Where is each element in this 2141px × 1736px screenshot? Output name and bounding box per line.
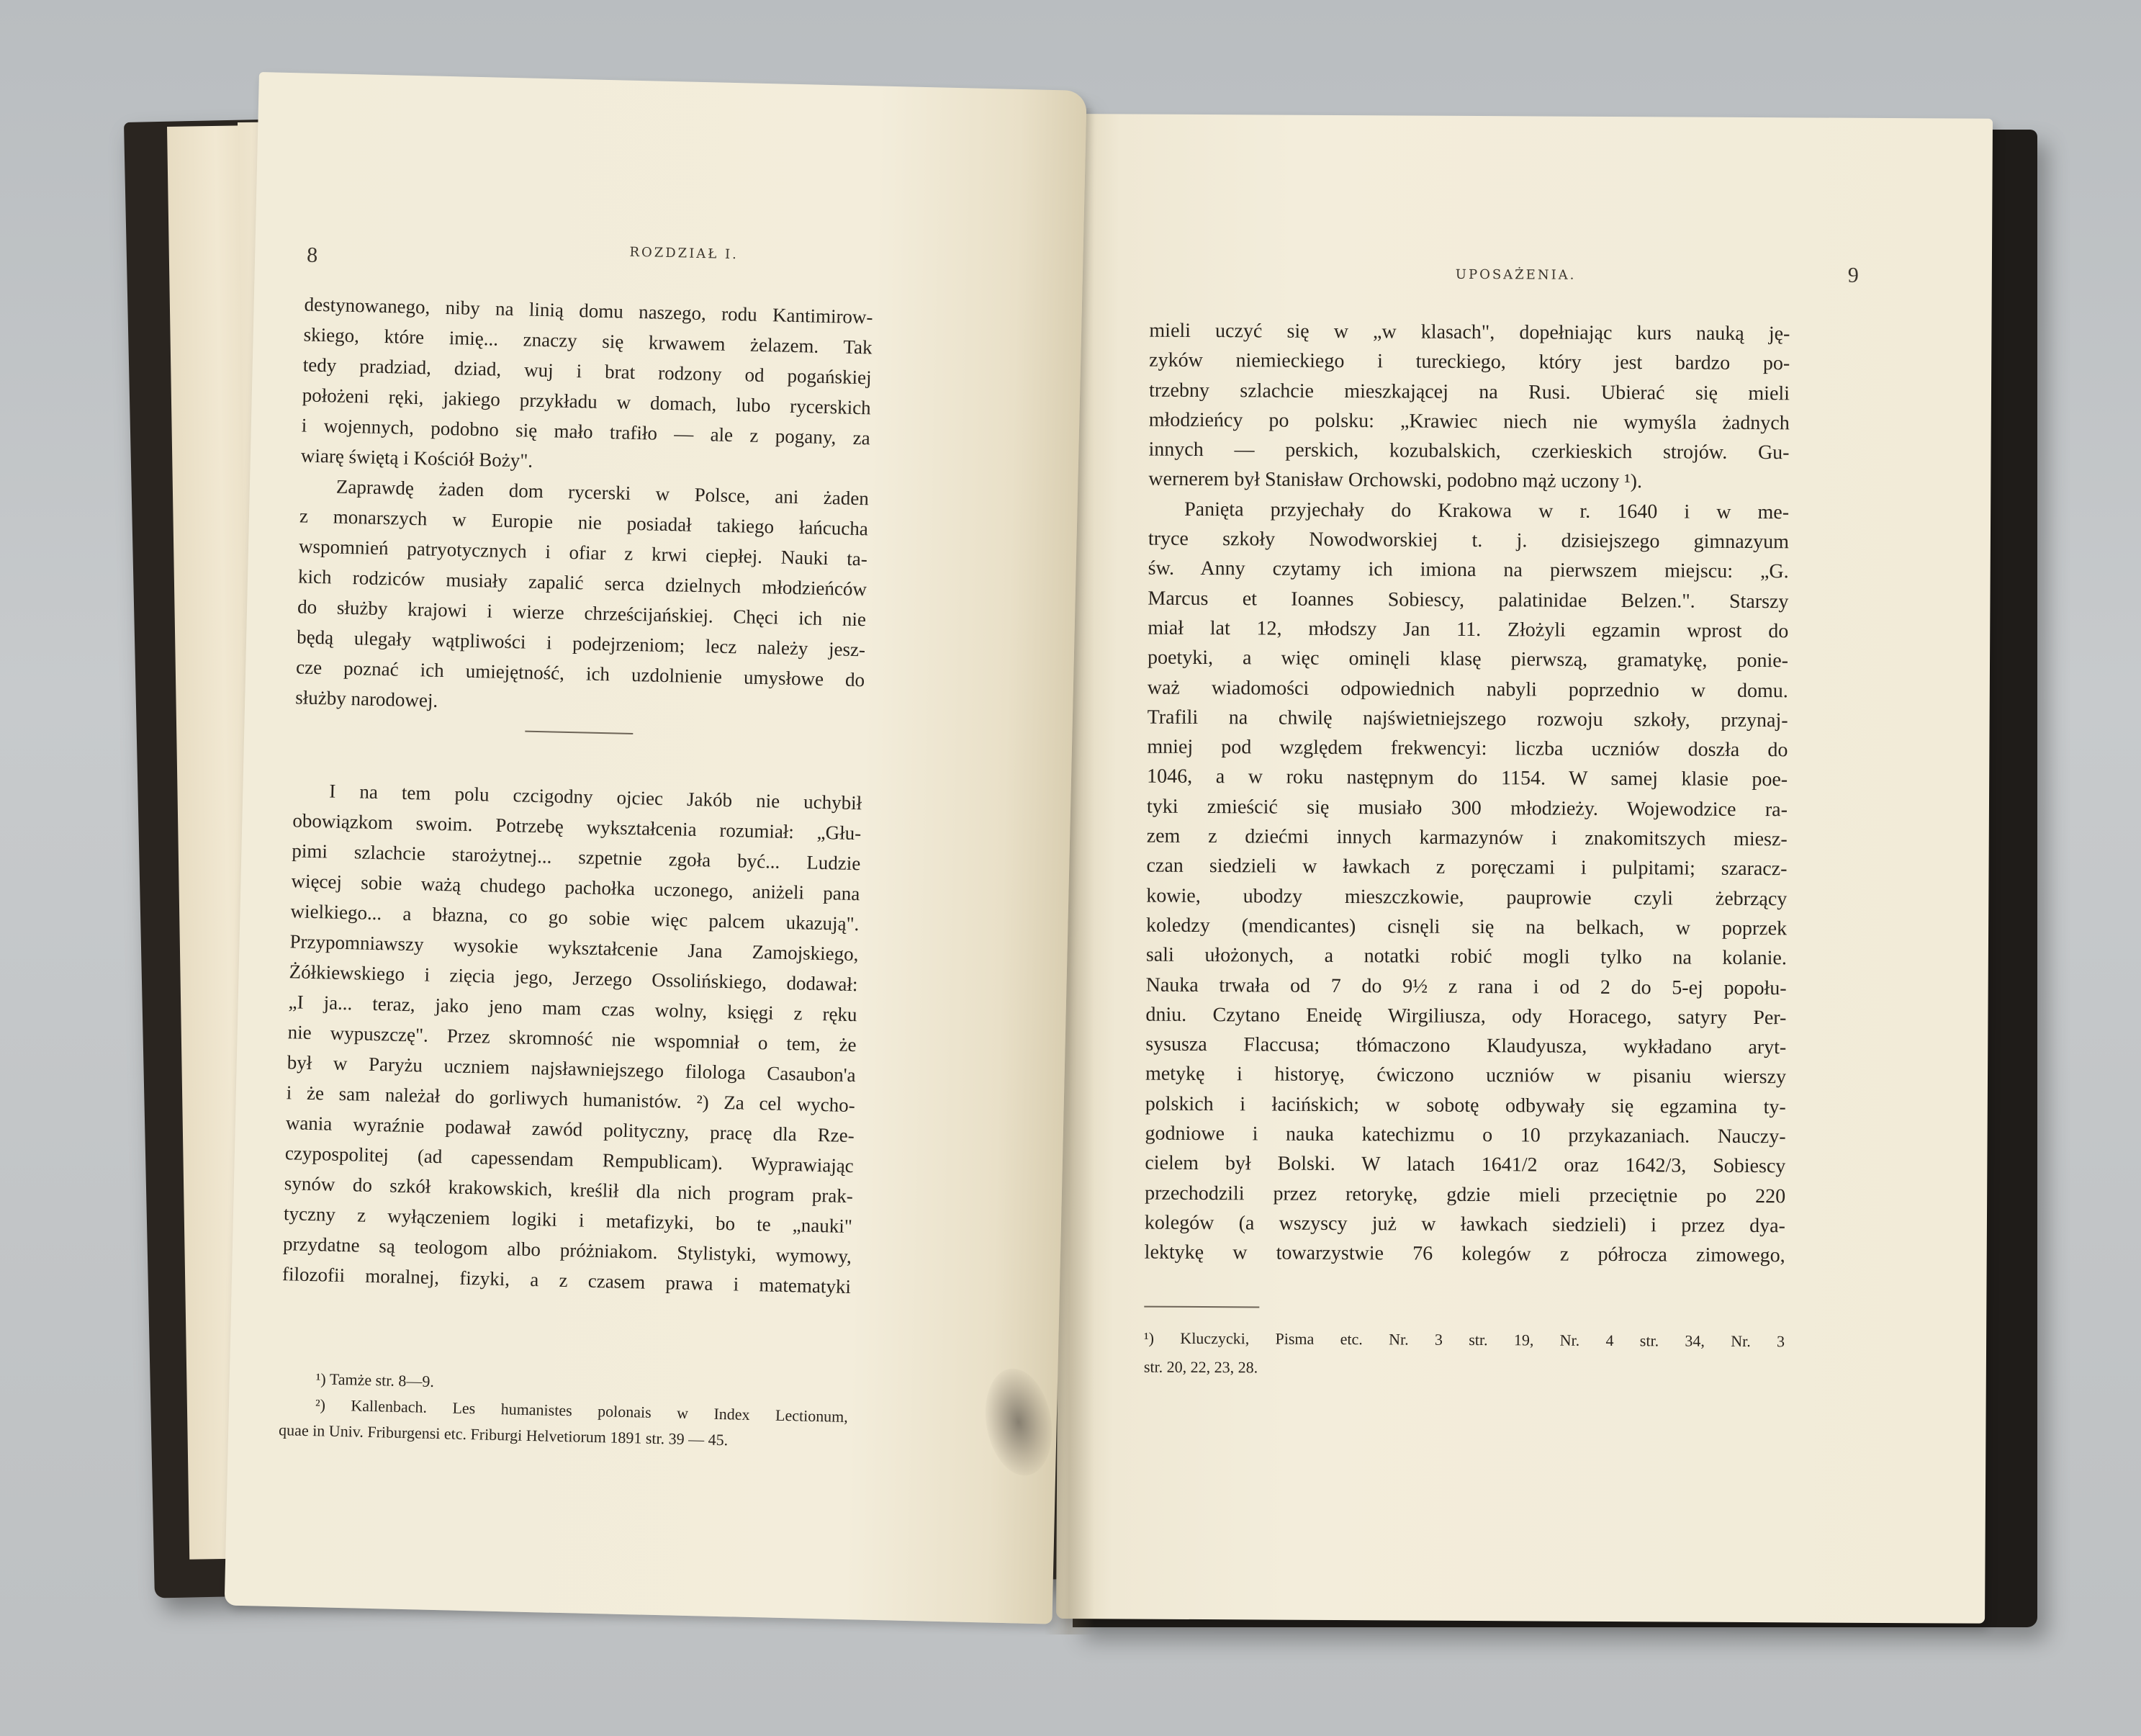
footnote-line: str. 20, 22, 23, 28.: [1143, 1357, 1258, 1377]
text-line: Żółkiewskiego i zięcia jego, Jerzego Ossolińskiego, dodawał:: [289, 961, 858, 996]
text-line: tyki zmieścić się musiało 300 młodzieży. Wojewodzice ra-: [1146, 795, 1788, 822]
text-line: pimi szlachcie starożytnej... szpetnie zgoła być... Ludzie: [292, 840, 861, 875]
text-line: przechodzili przez retorykę, gdzie mieli przeciętnie po 220: [1145, 1182, 1786, 1207]
text-line: kowie, ubodzy mieszczkowie, pauprowie czyli żebrzący: [1146, 884, 1788, 910]
text-line: położeni ręki, jakiego przykładu w domach, lubo rycerskich: [302, 384, 871, 419]
text-line: do służby krajowi i wierze chrześcijańskiej. Chęci ich nie: [297, 595, 867, 631]
text-line: skiego, które imię... znaczy się krwawem żelazem. Tak: [303, 323, 873, 359]
text-line: nie wypuszczę". Przez skromność nie wspomniał o tem, że: [287, 1021, 857, 1056]
text-line: z monarszych w Europie nie posiadał takiego łańcucha: [299, 505, 869, 540]
text-line: wspomnień patryotycznych i ofiar z krwi ciepłej. Nauki ta-: [298, 535, 868, 570]
text-line: św. Anny czytamy ich imiona na pierwszem miejscu: „G.: [1148, 557, 1789, 583]
text-line: Panięta przyjechały do Krakowa w r. 1640 i w me-: [1184, 498, 1790, 524]
text-line: Marcus et Ioannes Sobiescy, palatinidae Belzen.". Starszy: [1148, 587, 1789, 613]
left-footnotes: [279, 1365, 849, 1456]
text-line: wielkiego... a błazna, co go sobie więc palcem ukazują".: [290, 900, 860, 935]
footnote-line: quae in Univ. Friburgensi etc. Friburgi Helvetiorum 1891 str. 39 — 45.: [278, 1421, 729, 1449]
text-line: wania wyraźnie podawał zawód polityczny, pracę dla Rze-: [285, 1112, 855, 1147]
text-line: tedy pradziad, dziad, wuj i brat rodzony od pogańskiej: [302, 354, 872, 389]
text-line: Zaprawdę żaden dom rycerski w Polsce, ani żaden: [335, 475, 870, 510]
footnote-line: ¹) Kluczycki, Pisma etc. Nr. 3 str. 19, Nr. 4 str. 34, Nr. 3: [1144, 1328, 1785, 1351]
text-line: waż wiadomości odpowiednich nabyli poprzednio w domu.: [1147, 676, 1788, 702]
footnote-line: ¹) Tamże str. 8—9.: [315, 1370, 435, 1390]
text-line: Przypomniawszy wysokie wykształcenie Jana Zamojskiego,: [289, 930, 859, 966]
text-line: filozofii moralnej, fizyki, a z czasem prawa i matematyki: [281, 1263, 852, 1298]
text-line: i że sam należał do gorliwych humanistów. ²) Za cel wycho-: [286, 1081, 855, 1117]
text-line: godniowe i nauka katechizmu o 10 przykazaniach. Nauczy-: [1145, 1122, 1786, 1148]
right-page-number: 9: [1847, 263, 1859, 287]
footnote-rule: [1144, 1306, 1259, 1308]
text-line: i wojennych, podobno się mało trafiło — ale z pogany, za: [301, 414, 871, 449]
text-line: wernerem był Stanisław Orchowski, podobno mąż uczony ¹).: [1148, 468, 1643, 493]
text-line: mniej pod względem frekwencyi: liczba uczniów doszła do: [1147, 735, 1788, 762]
text-line: cze poznać ich umiejętność, ich uzdolnienie umysłowe do: [295, 656, 865, 691]
text-line: był w Paryżu uczniem najsławniejszego filologa Casaubon'a: [287, 1051, 856, 1087]
left-page-number: 8: [306, 243, 318, 267]
text-line: koledzy (mendicantes) cisnęli się na belkach, w poprzek: [1146, 914, 1788, 940]
text-line: metykę i historyę, ćwiczono uczniów w pisaniu wierszy: [1145, 1063, 1787, 1089]
text-line: sali ułożonych, a notatki robić mogli tylko na kolanie.: [1145, 943, 1787, 970]
left-page: [225, 72, 1087, 1624]
text-line: kich rodziców musiały zapalić serca dzielnych młodzieńców: [297, 565, 867, 601]
text-line: Nauka trwała od 7 do 9½ z rana i od 2 do 5-ej popołu-: [1145, 973, 1787, 999]
text-line: cielem był Bolski. W latach 1641/2 oraz 1642/3, Sobiescy: [1145, 1151, 1786, 1178]
text-line: młodzieńcy po polsku: „Krawiec niech nie wymyśla żadnych: [1148, 408, 1790, 435]
text-line: więcej sobie ważą chudego pachołka uczonego, aniżeli pana: [291, 870, 860, 905]
text-line: Trafili na chwilę najświetniejszego rozwoju szkoły, przynaj-: [1147, 706, 1788, 732]
text-line: lektykę w towarzystwie 76 kolegów z półrocza zimowego,: [1144, 1241, 1785, 1267]
text-line: wiarę świętą i Kościół Boży".: [300, 444, 533, 472]
text-line: mieli uczyć się w „w klasach", dopełniając kurs nauką ję-: [1149, 319, 1790, 346]
right-page: [1056, 114, 1993, 1624]
text-line: zem z dziećmi innych karmazynów i znakomitszych miesz-: [1146, 824, 1788, 851]
text-line: zyków niemieckiego i tureckiego, który jest bardzo po-: [1149, 348, 1790, 375]
footnote-line: ²) Kallenbach. Les humanistes polonais w Index Lectionum,: [315, 1395, 849, 1426]
text-line: miał lat 12, młodszy Jan 11. Złożyli egzamin wprost do: [1148, 616, 1789, 643]
right-footnotes: [1144, 1324, 1785, 1385]
text-line: tyczny z wyłączeniem logiki i metafizyki, bo te „nauki": [283, 1202, 853, 1238]
text-line: destynowanego, niby na linią domu naszego, rodu Kantimirow-: [304, 293, 873, 328]
text-line: czan siedzieli w ławkach z poręczami i pulpitami; szaracz-: [1146, 854, 1788, 881]
text-line: przydatne są teologom albo próżniakom. Stylistyki, wymowy,: [282, 1233, 852, 1268]
text-line: będą ulegały wątpliwości i podejrzeniom; lecz należy jesz-: [296, 626, 866, 661]
text-line: sysusza Flaccusa; tłómaczono Klaudyusza, wykładano aryt-: [1145, 1033, 1787, 1059]
text-line: „I ja... teraz, jako jeno mam czas wolny, księgi z ręku: [288, 991, 857, 1026]
text-line: innych — perskich, kozubalskich, czerkieskich strojów. Gu-: [1148, 438, 1790, 464]
text-line: czypospolitej (ad capessendam Rempublicam). Wyprawiając: [284, 1142, 855, 1177]
text-line: obowiązkom swoim. Potrzebę wykształcenia rozumiał: „Głu-: [292, 809, 862, 845]
text-line: służby narodowej.: [294, 686, 438, 711]
text-line: tryce szkoły Nowodworskiej t. j. dzisiejszego gimnazyum: [1148, 527, 1789, 554]
text-line: trzebny szlachcie mieszkającej na Rusi. Ubierać się mieli: [1148, 379, 1790, 405]
text-line: I na tem polu czcigodny ojciec Jakób nie uchybił: [329, 780, 862, 814]
text-line: poetyki, a więc ominęli klasę pierwszą, gramatykę, ponie-: [1147, 646, 1789, 673]
text-line: kolegów (a wszyscy już w ławkach siedzieli) i przez dya-: [1144, 1211, 1786, 1238]
text-line: dniu. Czytano Eneidę Wirgiliusza, ody Horacego, satyry Per-: [1145, 1003, 1787, 1030]
right-running-head: UPOSAŻENIA.: [1455, 266, 1577, 283]
text-line: polskich i łacińskich; w sobotę odbywały się egzamina ty-: [1145, 1092, 1786, 1118]
left-body-text: [282, 289, 873, 1303]
text-line: 1046, a w roku następnym do 1154. W samej klasie poe-: [1147, 765, 1788, 791]
right-body-text: [1145, 316, 1790, 1271]
left-running-head: ROZDZIAŁ I.: [629, 244, 739, 263]
text-line: synów do szkół krakowskich, kreślił dla nich program prak-: [284, 1172, 854, 1207]
